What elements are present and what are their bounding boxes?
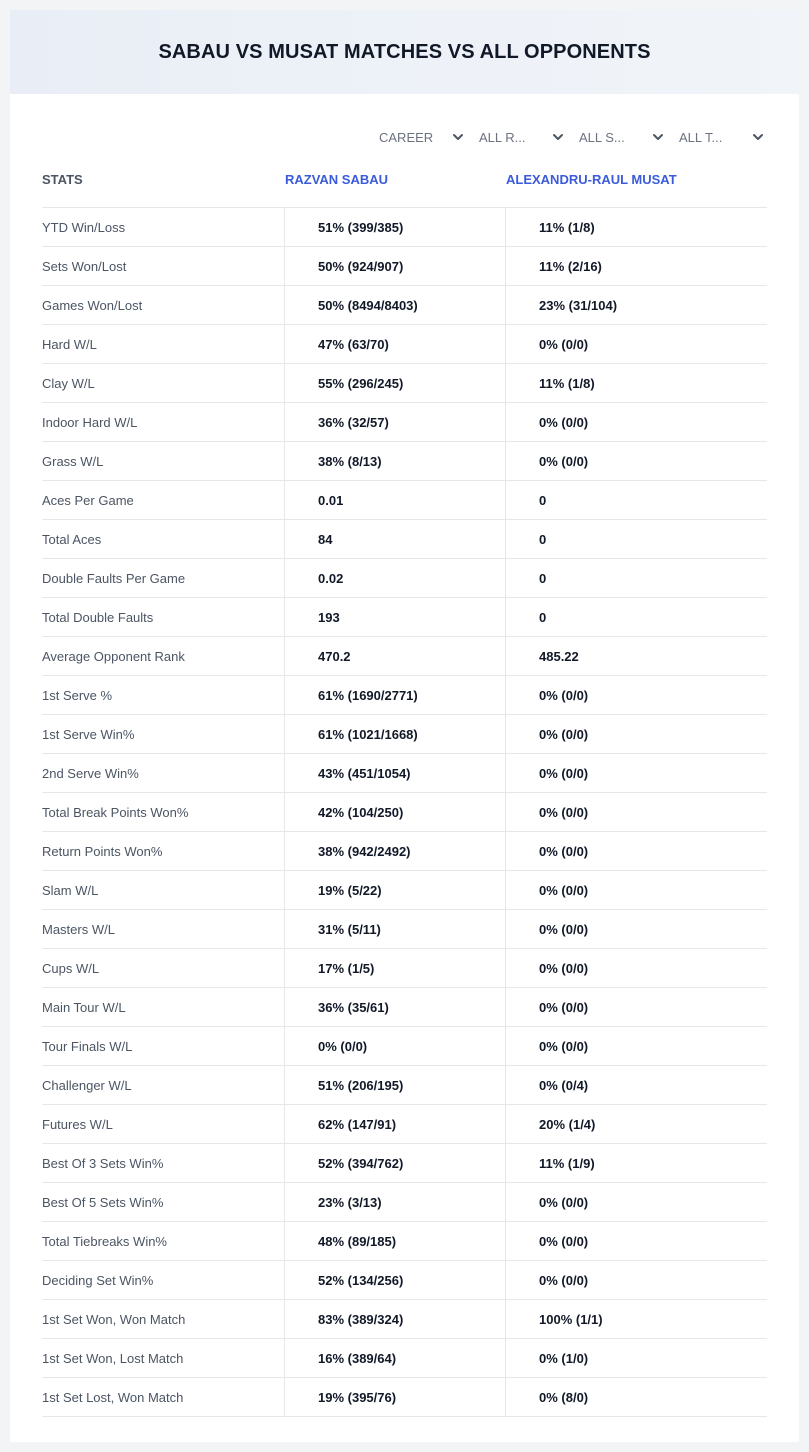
stat-label: Sets Won/Lost bbox=[42, 259, 127, 274]
table-row bbox=[42, 559, 767, 598]
player2-stat-value: 0% (0/0) bbox=[505, 325, 767, 364]
table-row bbox=[42, 1300, 767, 1339]
table-row bbox=[42, 1027, 767, 1066]
table-row bbox=[42, 793, 767, 832]
stat-label: Best Of 5 Sets Win% bbox=[42, 1195, 164, 1210]
player1-stat-value: 36% (35/61) bbox=[284, 988, 505, 1027]
stat-label: Futures W/L bbox=[42, 1117, 113, 1132]
player2-stat-value: 0% (0/0) bbox=[505, 949, 767, 988]
player1-stat-value: 52% (134/256) bbox=[284, 1261, 505, 1300]
player2-stat-value: 0% (0/0) bbox=[505, 910, 767, 949]
player2-stat-value: 11% (1/9) bbox=[505, 1144, 767, 1183]
chevron-down-icon bbox=[651, 130, 665, 144]
player1-stat-value: 61% (1021/1668) bbox=[284, 715, 505, 754]
player2-stat-value: 23% (31/104) bbox=[505, 286, 767, 325]
stat-label: Games Won/Lost bbox=[42, 298, 143, 313]
player2-stat-value: 0% (0/0) bbox=[505, 1222, 767, 1261]
player2-stat-value: 0% (0/0) bbox=[505, 715, 767, 754]
player1-stat-value: 23% (3/13) bbox=[284, 1183, 505, 1222]
table-row bbox=[42, 208, 767, 247]
table-row bbox=[42, 520, 767, 559]
player1-stat-value: 31% (5/11) bbox=[284, 910, 505, 949]
filter-period-select[interactable] bbox=[379, 126, 465, 148]
table-row bbox=[42, 403, 767, 442]
player2-stat-value: 0 bbox=[505, 598, 767, 637]
player2-stat-value: 0 bbox=[505, 520, 767, 559]
stat-label: Hard W/L bbox=[42, 337, 97, 352]
player2-stat-value: 0% (0/0) bbox=[505, 793, 767, 832]
stat-label: 1st Serve % bbox=[42, 688, 113, 703]
filter-period-label: CAREER bbox=[379, 129, 434, 145]
table-row bbox=[42, 871, 767, 910]
stat-label: Cups W/L bbox=[42, 961, 100, 976]
table-row bbox=[42, 1144, 767, 1183]
stats-table-body bbox=[42, 208, 767, 1417]
player1-stat-value: 62% (147/91) bbox=[284, 1105, 505, 1144]
player2-stat-value: 0% (0/0) bbox=[505, 754, 767, 793]
table-row bbox=[42, 676, 767, 715]
player1-stat-value: 19% (5/22) bbox=[284, 871, 505, 910]
player2-stat-value: 0% (8/0) bbox=[505, 1378, 767, 1417]
player2-stat-value: 0% (0/4) bbox=[505, 1066, 767, 1105]
filter-bar bbox=[379, 126, 769, 148]
stat-label: 2nd Serve Win% bbox=[42, 766, 139, 781]
player2-stat-value: 0% (0/0) bbox=[505, 1261, 767, 1300]
player2-stat-value: 0% (0/0) bbox=[505, 871, 767, 910]
player1-stat-value: 38% (942/2492) bbox=[284, 832, 505, 871]
stat-label: Total Double Faults bbox=[42, 610, 154, 625]
chevron-down-icon bbox=[451, 130, 465, 144]
player1-stat-value: 19% (395/76) bbox=[284, 1378, 505, 1417]
table-row bbox=[42, 1105, 767, 1144]
table-row bbox=[42, 637, 767, 676]
filter-rounds-select[interactable] bbox=[479, 126, 565, 148]
player2-stat-value: 0% (1/0) bbox=[505, 1339, 767, 1378]
player2-stat-value: 485.22 bbox=[505, 637, 767, 676]
page-title: SABAU VS MUSAT MATCHES VS ALL OPPONENTS bbox=[158, 40, 651, 63]
stat-label: Slam W/L bbox=[42, 883, 99, 898]
table-row bbox=[42, 988, 767, 1027]
table-row bbox=[42, 832, 767, 871]
chevron-down-icon bbox=[751, 130, 765, 144]
player2-stat-value: 0% (0/0) bbox=[505, 1183, 767, 1222]
player1-stat-value: 51% (206/195) bbox=[284, 1066, 505, 1105]
player1-stat-value: 50% (8494/8403) bbox=[284, 286, 505, 325]
table-row bbox=[42, 754, 767, 793]
stat-label: Best Of 3 Sets Win% bbox=[42, 1156, 164, 1171]
player1-stat-value: 36% (32/57) bbox=[284, 403, 505, 442]
stats-card bbox=[10, 10, 799, 1442]
table-row bbox=[42, 1222, 767, 1261]
stat-label: Tour Finals W/L bbox=[42, 1039, 133, 1054]
filter-tournament-select[interactable] bbox=[679, 126, 765, 148]
table-row bbox=[42, 364, 767, 403]
player2-stat-value: 20% (1/4) bbox=[505, 1105, 767, 1144]
player2-stat-value: 0% (0/0) bbox=[505, 988, 767, 1027]
player2-stat-value: 11% (2/16) bbox=[505, 247, 767, 286]
stat-label: Aces Per Game bbox=[42, 493, 134, 508]
stat-label: Challenger W/L bbox=[42, 1078, 132, 1093]
stat-label: Clay W/L bbox=[42, 376, 95, 391]
player1-stat-value: 0.02 bbox=[284, 559, 505, 598]
player2-stat-value: 0% (0/0) bbox=[505, 403, 767, 442]
stat-label: Total Tiebreaks Win% bbox=[42, 1234, 167, 1249]
player1-stat-value: 52% (394/762) bbox=[284, 1144, 505, 1183]
stats-table-header bbox=[42, 170, 767, 208]
table-row bbox=[42, 949, 767, 988]
table-row bbox=[42, 481, 767, 520]
table-row bbox=[42, 247, 767, 286]
table-row bbox=[42, 1261, 767, 1300]
player2-stat-value: 0 bbox=[505, 481, 767, 520]
player1-stat-value: 48% (89/185) bbox=[284, 1222, 505, 1261]
player1-stat-value: 17% (1/5) bbox=[284, 949, 505, 988]
player1-stat-value: 51% (399/385) bbox=[284, 208, 505, 247]
stat-label: Masters W/L bbox=[42, 922, 115, 937]
stat-label: Total Break Points Won% bbox=[42, 805, 189, 820]
player1-stat-value: 470.2 bbox=[284, 637, 505, 676]
player1-stat-value: 193 bbox=[284, 598, 505, 637]
card-header bbox=[10, 10, 799, 94]
player2-stat-value: 11% (1/8) bbox=[505, 364, 767, 403]
player1-stat-value: 0.01 bbox=[284, 481, 505, 520]
player1-stat-value: 0% (0/0) bbox=[284, 1027, 505, 1066]
player1-stat-value: 38% (8/13) bbox=[284, 442, 505, 481]
filter-surface-label: ALL S... bbox=[579, 129, 625, 145]
stat-label: 1st Set Won, Lost Match bbox=[42, 1351, 184, 1366]
stat-label: Total Aces bbox=[42, 532, 102, 547]
player2-stat-value: 0% (0/0) bbox=[505, 442, 767, 481]
player1-stat-value: 83% (389/324) bbox=[284, 1300, 505, 1339]
table-row bbox=[42, 286, 767, 325]
player1-stat-value: 42% (104/250) bbox=[284, 793, 505, 832]
table-row bbox=[42, 325, 767, 364]
table-row bbox=[42, 715, 767, 754]
stats-column-header: STATS bbox=[42, 172, 83, 187]
player1-stat-value: 43% (451/1054) bbox=[284, 754, 505, 793]
player2-stat-value: 100% (1/1) bbox=[505, 1300, 767, 1339]
player1-stat-value: 84 bbox=[284, 520, 505, 559]
player1-stat-value: 50% (924/907) bbox=[284, 247, 505, 286]
player1-stat-value: 16% (389/64) bbox=[284, 1339, 505, 1378]
player2-link[interactable]: ALEXANDRU-RAUL MUSAT bbox=[506, 172, 677, 187]
table-row bbox=[42, 1378, 767, 1417]
table-row bbox=[42, 1339, 767, 1378]
table-row bbox=[42, 910, 767, 949]
filter-surface-select[interactable] bbox=[579, 126, 665, 148]
player2-stat-value: 11% (1/8) bbox=[505, 208, 767, 247]
stat-label: Grass W/L bbox=[42, 454, 104, 469]
player2-stat-value: 0% (0/0) bbox=[505, 832, 767, 871]
player1-stat-value: 61% (1690/2771) bbox=[284, 676, 505, 715]
player1-stat-value: 55% (296/245) bbox=[284, 364, 505, 403]
stat-label: Deciding Set Win% bbox=[42, 1273, 154, 1288]
stat-label: 1st Serve Win% bbox=[42, 727, 135, 742]
player1-stat-value: 47% (63/70) bbox=[284, 325, 505, 364]
stat-label: YTD Win/Loss bbox=[42, 220, 126, 235]
player2-stat-value: 0% (0/0) bbox=[505, 676, 767, 715]
filter-rounds-label: ALL R... bbox=[479, 129, 526, 145]
stat-label: Return Points Won% bbox=[42, 844, 163, 859]
table-row bbox=[42, 442, 767, 481]
table-row bbox=[42, 598, 767, 637]
filter-tournament-label: ALL T... bbox=[679, 129, 723, 145]
stat-label: Main Tour W/L bbox=[42, 1000, 126, 1015]
player1-link[interactable]: RAZVAN SABAU bbox=[285, 172, 389, 187]
table-row bbox=[42, 1183, 767, 1222]
player2-stat-value: 0 bbox=[505, 559, 767, 598]
stat-label: 1st Set Won, Won Match bbox=[42, 1312, 186, 1327]
stat-label: 1st Set Lost, Won Match bbox=[42, 1390, 184, 1405]
player2-stat-value: 0% (0/0) bbox=[505, 1027, 767, 1066]
stat-label: Average Opponent Rank bbox=[42, 649, 185, 664]
stat-label: Indoor Hard W/L bbox=[42, 415, 138, 430]
table-row bbox=[42, 1066, 767, 1105]
chevron-down-icon bbox=[551, 130, 565, 144]
stat-label: Double Faults Per Game bbox=[42, 571, 186, 586]
